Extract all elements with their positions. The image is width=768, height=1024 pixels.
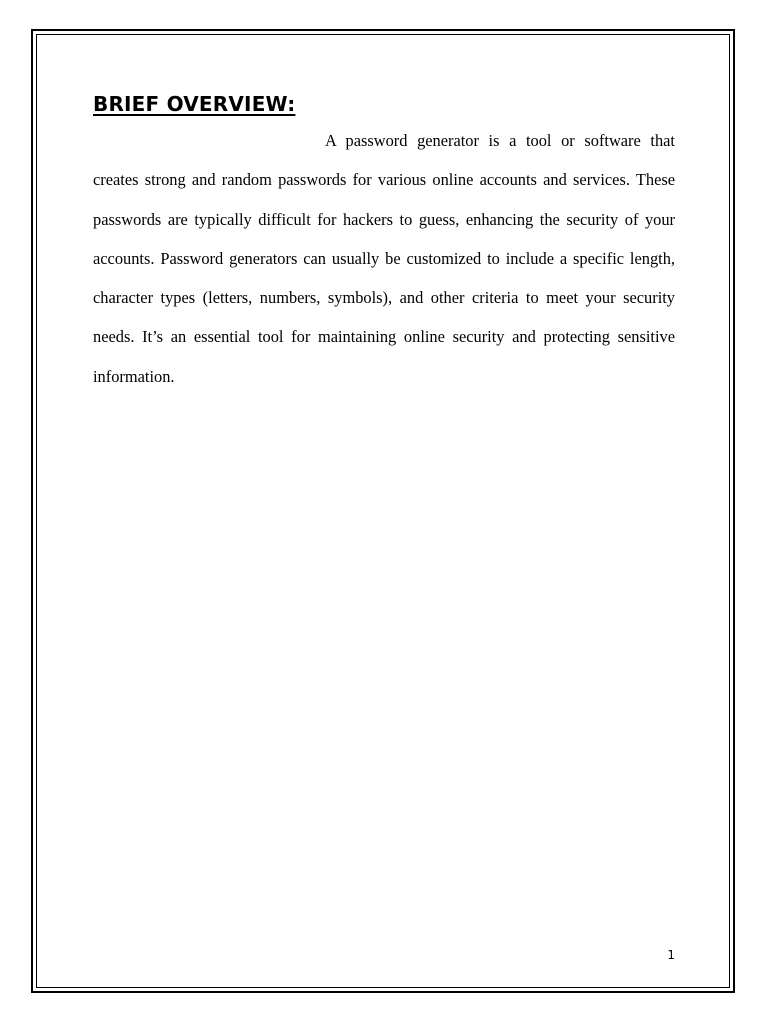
page-number: 1 bbox=[667, 948, 675, 962]
overview-paragraph: A password generator is a tool or software that creates strong and random passwords for various online accounts and services. These passwords are typically difficult for hackers to guess, enhancing the security of your accounts. Password generators can usually be customized to include a specific length, character types (letters, numbers, symbols), and other criteria to meet your security needs. It’s an essential tool for maintaining online security and protecting sensitive information. bbox=[93, 131, 675, 386]
section-heading: BRIEF OVERVIEW: bbox=[93, 92, 296, 116]
